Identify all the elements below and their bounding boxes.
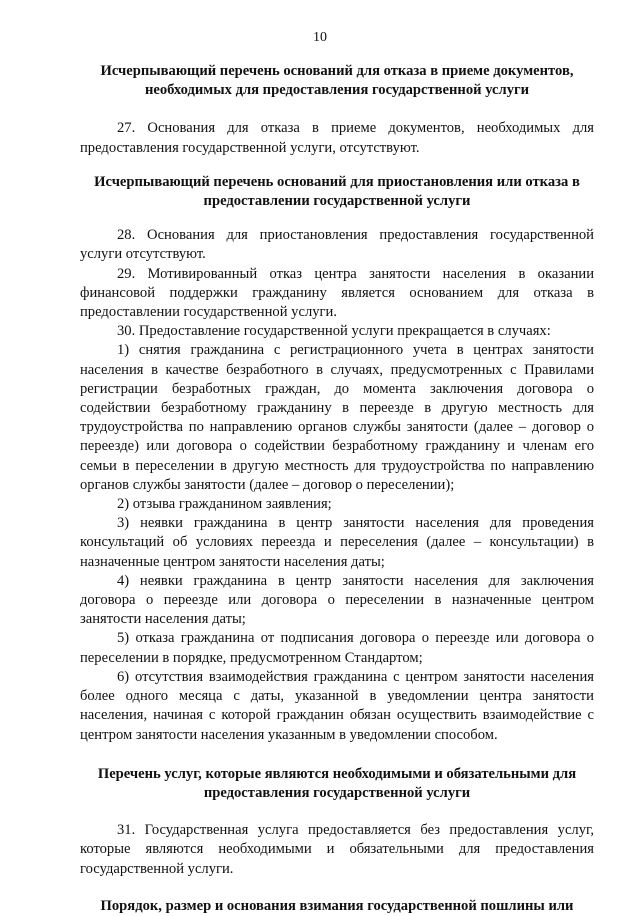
section-heading-refusal-documents: Исчерпывающий перечень оснований для отказа в приеме документов, необходимых для предоставления государственной услуги (100, 63, 574, 99)
paragraph-29: 29. Мотивированный отказ центра занятости населения в оказании финансовой поддержки гражданину является основанием для отказа в предоставлении государственной услуги. (80, 265, 594, 321)
section-heading-required-services: Перечень услуг, которые являются необходимыми и обязательными для предоставления государственной услуги (97, 765, 577, 801)
paragraph-27: 27. Основания для отказа в приеме документов, необходимых для предоставления государственной услуги, отсутствуют. (80, 120, 594, 156)
list-item-30-1: 1) снятия гражданина с регистрационного учета в центрах занятости населения в качестве безработного в случаях, предусмотренных с Правилами регистрации безработных граждан, до момента заключения договора о содействии безработному гражданину в переезде в другую местность для трудоустройства по направлению органов службы занятости (далее – договор о переезде) или договора о содействии безработному гражданину и членам его семьи в переселении в другую местность для трудоустройства по направлению органов службы занятости (далее – договор о переселении); (80, 342, 594, 493)
section-heading-state-fee: Порядок, размер и основания взимания государственной пошлины или (100, 897, 574, 914)
section-heading-suspension-refusal: Исчерпывающий перечень оснований для приостановления или отказа в предоставлении государственной услуги (94, 173, 580, 210)
list-item-30-5: 5) отказа гражданина от подписания договора о переезде или договора о переселении в порядке, предусмотренном Стандартом; (80, 630, 594, 666)
page-number: 10 (313, 30, 327, 45)
list-item-30-2: 2) отзыва гражданином заявления; (117, 496, 332, 513)
paragraph-30: 30. Предоставление государственной услуги прекращается в случаях: (117, 323, 551, 340)
paragraph-28: 28. Основания для приостановления предоставления государственной услуги отсутствуют. (80, 227, 594, 263)
list-item-30-3: 3) неявки гражданина в центр занятости населения для проведения консультаций об условиях переезда и переселения (далее – консультации) в назначенные центром занятости населения даты; (80, 515, 594, 570)
paragraph-31: 31. Государственная услуга предоставляется без предоставления услуг, которые являются необходимыми и обязательными для предоставления государственной услуги. (80, 822, 594, 877)
document-body (80, 62, 594, 916)
list-item-30-6: 6) отсутствия взаимодействия гражданина с центром занятости населения более одного месяца с даты, указанной в уведомлении центра занятости населения, начиная с которой гражданин обязан осуществить взаимодействие с центром занятости населения указанным в уведомлении способом. (80, 668, 594, 743)
list-item-30-4: 4) неявки гражданина в центр занятости населения для заключения договора о переезде или договора о переселении в назначенные центром занятости населения даты; (80, 572, 594, 628)
